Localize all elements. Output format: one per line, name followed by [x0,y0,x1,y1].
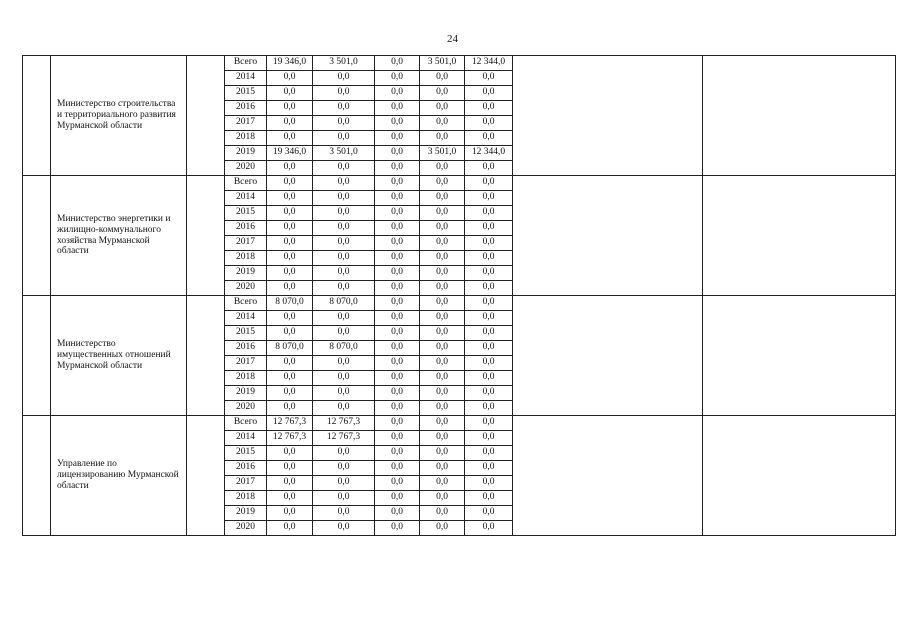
value-cell: 0,0 [267,86,313,101]
value-cell: 0,0 [465,236,513,251]
funding-table [22,55,896,536]
value-cell: 0,0 [313,491,375,506]
value-cell: 0,0 [420,161,465,176]
value-cell: 0,0 [465,386,513,401]
value-cell: 0,0 [313,71,375,86]
value-cell: 0,0 [267,221,313,236]
value-cell: 0,0 [420,401,465,416]
year-cell: 2017 [225,356,267,371]
value-cell: 3 501,0 [420,56,465,71]
value-cell: 3 501,0 [420,146,465,161]
value-cell: 3 501,0 [313,56,375,71]
value-cell: 0,0 [313,176,375,191]
value-cell: 0,0 [267,266,313,281]
year-cell: 2015 [225,326,267,341]
value-cell: 0,0 [375,56,420,71]
value-cell: 0,0 [465,266,513,281]
value-cell: 8 070,0 [267,341,313,356]
value-cell: 0,0 [420,86,465,101]
year-cell: 2019 [225,266,267,281]
value-cell: 0,0 [420,71,465,86]
year-cell: 2019 [225,506,267,521]
year-cell: 2015 [225,86,267,101]
value-cell: 0,0 [420,191,465,206]
value-cell: 0,0 [267,101,313,116]
value-cell: 0,0 [465,521,513,536]
value-cell: 0,0 [267,461,313,476]
value-cell: 0,0 [267,131,313,146]
value-cell: 0,0 [313,191,375,206]
value-cell: 0,0 [465,116,513,131]
value-cell: 0,0 [420,371,465,386]
value-cell: 0,0 [420,101,465,116]
value-cell: 0,0 [313,446,375,461]
value-cell: 0,0 [420,266,465,281]
value-cell: 12 767,3 [267,416,313,431]
value-cell: 0,0 [313,206,375,221]
value-cell: 0,0 [267,281,313,296]
value-cell: 12 344,0 [465,56,513,71]
value-cell: 3 501,0 [313,146,375,161]
value-cell: 0,0 [267,506,313,521]
year-cell: 2020 [225,401,267,416]
value-cell: 0,0 [420,116,465,131]
value-cell: 0,0 [313,266,375,281]
year-cell: 2016 [225,221,267,236]
year-cell: 2017 [225,236,267,251]
year-cell: 2019 [225,386,267,401]
value-cell: 0,0 [375,521,420,536]
value-cell: 0,0 [375,71,420,86]
value-cell: 0,0 [375,491,420,506]
year-cell: 2020 [225,281,267,296]
result-cell [513,416,703,536]
index-cell [23,56,51,176]
value-cell: 0,0 [375,221,420,236]
value-cell: 0,0 [465,161,513,176]
value-cell: 0,0 [313,401,375,416]
index-cell [23,176,51,296]
value-cell: 0,0 [313,461,375,476]
value-cell: 0,0 [375,116,420,131]
value-cell: 0,0 [420,341,465,356]
value-cell: 12 767,3 [313,431,375,446]
value-cell: 0,0 [420,446,465,461]
value-cell: 0,0 [313,101,375,116]
value-cell: 0,0 [420,416,465,431]
year-cell: 2016 [225,461,267,476]
result-cell [513,296,703,416]
value-cell: 0,0 [375,191,420,206]
value-cell: 0,0 [267,401,313,416]
value-cell: 0,0 [420,356,465,371]
index-cell [23,296,51,416]
value-cell: 0,0 [465,101,513,116]
value-cell: 0,0 [267,206,313,221]
value-cell: 0,0 [267,356,313,371]
year-cell: 2017 [225,476,267,491]
value-cell: 0,0 [465,71,513,86]
value-cell: 0,0 [313,371,375,386]
year-cell: 2020 [225,161,267,176]
notes-cell [703,56,896,176]
value-cell: 0,0 [375,176,420,191]
value-cell: 0,0 [375,401,420,416]
value-cell: 12 767,3 [313,416,375,431]
year-cell: 2015 [225,446,267,461]
value-cell: 0,0 [465,401,513,416]
value-cell: 0,0 [465,371,513,386]
year-cell: 2014 [225,191,267,206]
year-cell: 2019 [225,146,267,161]
value-cell: 0,0 [375,236,420,251]
value-cell: 8 070,0 [313,341,375,356]
value-cell: 0,0 [375,161,420,176]
notes-cell [703,176,896,296]
value-cell: 0,0 [465,341,513,356]
value-cell: 0,0 [313,506,375,521]
value-cell: 0,0 [420,176,465,191]
value-cell: 0,0 [375,446,420,461]
value-cell: 0,0 [420,506,465,521]
value-cell: 0,0 [465,356,513,371]
value-cell: 0,0 [420,251,465,266]
value-cell: 0,0 [313,236,375,251]
value-cell: 0,0 [375,311,420,326]
value-cell: 0,0 [313,356,375,371]
table-row [23,296,896,311]
value-cell: 0,0 [465,461,513,476]
year-cell: Всего [225,56,267,71]
value-cell: 0,0 [465,326,513,341]
value-cell: 0,0 [375,371,420,386]
value-cell: 0,0 [375,356,420,371]
blank-cell [187,416,225,536]
value-cell: 0,0 [267,491,313,506]
value-cell: 0,0 [313,281,375,296]
organization-name: Министерство энергетики и жилищно-коммунального хозяйства Мурманской области [51,176,187,296]
year-cell: 2014 [225,311,267,326]
value-cell: 12 767,3 [267,431,313,446]
value-cell: 0,0 [267,446,313,461]
value-cell: 0,0 [375,146,420,161]
year-cell: 2020 [225,521,267,536]
result-cell [513,56,703,176]
value-cell: 0,0 [420,311,465,326]
value-cell: 0,0 [375,86,420,101]
value-cell: 0,0 [267,386,313,401]
value-cell: 0,0 [465,476,513,491]
value-cell: 8 070,0 [267,296,313,311]
value-cell: 0,0 [465,281,513,296]
table-body [23,56,896,536]
value-cell: 0,0 [420,326,465,341]
value-cell: 0,0 [313,86,375,101]
value-cell: 0,0 [465,416,513,431]
value-cell: 0,0 [313,251,375,266]
value-cell: 0,0 [313,161,375,176]
value-cell: 0,0 [267,326,313,341]
value-cell: 0,0 [465,296,513,311]
value-cell: 0,0 [313,221,375,236]
value-cell: 12 344,0 [465,146,513,161]
value-cell: 0,0 [375,296,420,311]
value-cell: 0,0 [465,86,513,101]
value-cell: 0,0 [375,341,420,356]
organization-name: Министерство имущественных отношений Мурманской области [51,296,187,416]
notes-cell [703,296,896,416]
table-row [23,416,896,431]
year-cell: 2018 [225,131,267,146]
notes-cell [703,416,896,536]
value-cell: 0,0 [465,191,513,206]
value-cell: 8 070,0 [313,296,375,311]
year-cell: 2018 [225,491,267,506]
year-cell: Всего [225,176,267,191]
blank-cell [187,176,225,296]
table-row [23,56,896,71]
value-cell: 0,0 [267,311,313,326]
value-cell: 0,0 [267,236,313,251]
year-cell: Всего [225,416,267,431]
value-cell: 0,0 [465,311,513,326]
year-cell: 2014 [225,71,267,86]
value-cell: 0,0 [420,131,465,146]
value-cell: 0,0 [267,251,313,266]
value-cell: 0,0 [465,506,513,521]
value-cell: 0,0 [420,521,465,536]
value-cell: 0,0 [313,521,375,536]
value-cell: 0,0 [420,221,465,236]
value-cell: 0,0 [267,476,313,491]
value-cell: 0,0 [465,206,513,221]
year-cell: 2016 [225,101,267,116]
value-cell: 0,0 [420,461,465,476]
value-cell: 0,0 [375,251,420,266]
year-cell: Всего [225,296,267,311]
organization-name: Управление по лицензированию Мурманской области [51,416,187,536]
value-cell: 0,0 [267,116,313,131]
year-cell: 2018 [225,371,267,386]
value-cell: 0,0 [420,491,465,506]
value-cell: 0,0 [465,221,513,236]
value-cell: 0,0 [375,461,420,476]
value-cell: 0,0 [267,371,313,386]
value-cell: 0,0 [313,326,375,341]
value-cell: 0,0 [420,386,465,401]
index-cell [23,416,51,536]
value-cell: 19 346,0 [267,56,313,71]
value-cell: 0,0 [313,476,375,491]
year-cell: 2018 [225,251,267,266]
value-cell: 0,0 [420,236,465,251]
value-cell: 0,0 [375,386,420,401]
value-cell: 0,0 [375,131,420,146]
value-cell: 0,0 [465,491,513,506]
blank-cell [187,296,225,416]
year-cell: 2017 [225,116,267,131]
value-cell: 0,0 [420,476,465,491]
value-cell: 0,0 [267,176,313,191]
value-cell: 0,0 [375,266,420,281]
year-cell: 2016 [225,341,267,356]
value-cell: 0,0 [375,206,420,221]
value-cell: 0,0 [375,416,420,431]
value-cell: 0,0 [375,326,420,341]
value-cell: 0,0 [420,206,465,221]
value-cell: 0,0 [465,176,513,191]
year-cell: 2014 [225,431,267,446]
page-number: 24 [447,33,458,45]
value-cell: 0,0 [267,71,313,86]
value-cell: 0,0 [465,131,513,146]
value-cell: 0,0 [313,311,375,326]
value-cell: 0,0 [313,116,375,131]
organization-name: Министерство строительства и территориального развития Мурманской области [51,56,187,176]
result-cell [513,176,703,296]
value-cell: 0,0 [267,161,313,176]
value-cell: 0,0 [375,431,420,446]
value-cell: 0,0 [465,251,513,266]
value-cell: 0,0 [375,101,420,116]
table-row [23,176,896,191]
value-cell: 0,0 [420,281,465,296]
value-cell: 0,0 [313,386,375,401]
value-cell: 0,0 [465,446,513,461]
value-cell: 0,0 [313,131,375,146]
value-cell: 0,0 [375,506,420,521]
value-cell: 0,0 [267,521,313,536]
year-cell: 2015 [225,206,267,221]
value-cell: 0,0 [375,281,420,296]
value-cell: 0,0 [465,431,513,446]
value-cell: 0,0 [420,296,465,311]
value-cell: 0,0 [420,431,465,446]
value-cell: 0,0 [375,476,420,491]
value-cell: 0,0 [267,191,313,206]
blank-cell [187,56,225,176]
value-cell: 19 346,0 [267,146,313,161]
